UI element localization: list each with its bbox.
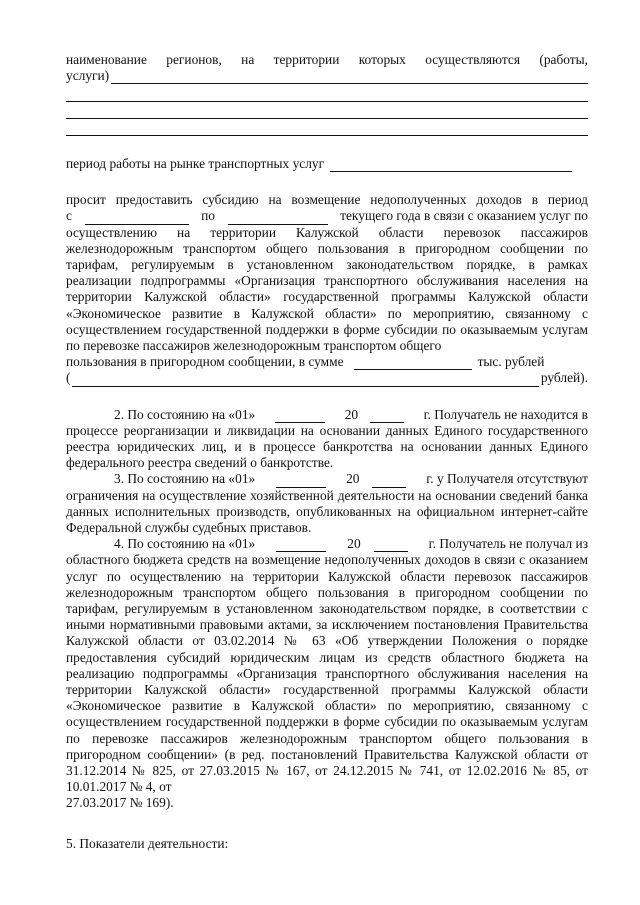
item4-body: областного бюджета средств на возмещение недополученных доходов в связи с оказанием услуг по осуществлению на территории Калужской области перевозок пассажиров железнодорожным транспортом общего пользования в пригородном сообщении по тарифам, регулируемым в установленном законодательством порядке, в соответствии с иными нормативными правовыми актами, за исключением постановления Правительства Калужской области от 03.02.2014 № 63 «Об утверждении Положения о порядке предоставления субсидий юридическим лицам из средств областного бюджета на реализацию подпрограммы «Организация транспортного обслуживания населения на территории Калужской области» государственной программы Калужской области «Экономическое развитие в Калужской области» по мероприятию, связанному с осуществлением государственной поддержки в форме субсидии по оказываемым услугам по перевозке пассажиров железнодорожным транспортом общего пользования в пригородном сообщении» (в ред. постановлений Правительства Калужской области от 31.12.2014 № 825, от 27.03.2015 № 167, от 24.12.2015 № 741, от 12.02.2016 № 85, от 10.01.2017 № 4, от <box>66 552 588 795</box>
section5-heading: 5. Показатели деятельности: <box>66 835 229 851</box>
item2-first-line <box>66 407 588 423</box>
sum-blank[interactable] <box>354 357 472 370</box>
item4-rest: г. Получатель не получал из <box>428 536 588 552</box>
item4-last: 27.03.2017 № 169). <box>66 795 174 811</box>
paren-close: рублей). <box>540 370 588 386</box>
item3-month-blank[interactable] <box>276 475 326 488</box>
sum-words-blank[interactable] <box>72 374 538 387</box>
regions-blank[interactable] <box>111 71 588 84</box>
item2-start: 2. По состоянию на «01» <box>114 406 256 422</box>
regions-blank-line-1[interactable] <box>66 84 588 101</box>
item3-start: 3. По состоянию на «01» <box>114 471 256 487</box>
regions-line2-text: услуги) <box>66 68 110 84</box>
regions-blank-line-2[interactable] <box>66 102 588 119</box>
item4-year-blank[interactable] <box>374 539 408 552</box>
regions-line1: наименование регионов, на территории которых осуществляются (работы, <box>66 52 588 67</box>
item3-body: ограничения на осуществление хозяйственной деятельности на основании сведений банка данных исполнительных производств, опубликованных на официальном интернет-сайте Федеральной службы судебных приставов. <box>66 487 588 536</box>
item4-year-prefix: 20 <box>347 536 361 552</box>
request-period-row <box>66 208 588 224</box>
sum-words-row <box>66 370 588 386</box>
market-period-row <box>66 156 588 172</box>
sum-unit: тыс. рублей <box>477 354 545 370</box>
regions-blank-line-3[interactable] <box>66 119 588 136</box>
market-period-label: период работы на рынке транспортных услуг <box>66 155 325 171</box>
item2-body: процессе реорганизации и ликвидации на основании данных Единого государственного реестра юридических лиц, и в процессе банкротства на основании данных Единого федерального реестра сведений о банкротстве. <box>66 422 588 471</box>
period-to-blank[interactable] <box>228 212 328 225</box>
item3-rest: г. у Получателя отсутствуют <box>426 471 588 487</box>
period-from-label: с <box>66 208 72 224</box>
market-period-blank[interactable] <box>330 159 572 172</box>
item3-year-blank[interactable] <box>372 475 406 488</box>
period-to-label: по <box>201 208 215 224</box>
request-line1: просит предоставить субсидию на возмещение недополученных доходов в период <box>66 192 588 208</box>
period-from-blank[interactable] <box>85 212 189 225</box>
sum-prefix: пользования в пригородном сообщении, в сумме <box>66 354 344 370</box>
period-tail: текущего года в связи с оказанием услуг по <box>340 208 588 224</box>
item3-year-prefix: 20 <box>346 471 360 487</box>
item4-start: 4. По состоянию на «01» <box>114 536 256 552</box>
sum-row <box>66 354 588 370</box>
request-body: осуществлению на территории Калужской области перевозок пассажиров железнодорожным транспортом общего пользования в пригородном сообщении по тарифам, регулируемым в установленном законодательством порядке, в рамках реализации подпрограммы «Организация транспортного обслуживания населения на территории Калужской области» государственной программы Калужской области «Экономическое развитие в Калужской области» по мероприятию, связанному с осуществлением государственной поддержки в форме субсидии по оказываемым услугам по перевозке пассажиров железнодорожным транспортом общего <box>66 224 588 353</box>
item2-month-blank[interactable] <box>275 410 325 423</box>
paren-open: ( <box>66 370 71 386</box>
item2-year-blank[interactable] <box>370 410 404 423</box>
item4-month-blank[interactable] <box>276 539 326 552</box>
regions-line2 <box>66 68 588 84</box>
item2-rest: г. Получатель не находится в <box>423 406 588 422</box>
item4-first-line <box>66 536 588 552</box>
item2-year-prefix: 20 <box>344 406 359 422</box>
item3-first-line <box>66 471 588 487</box>
